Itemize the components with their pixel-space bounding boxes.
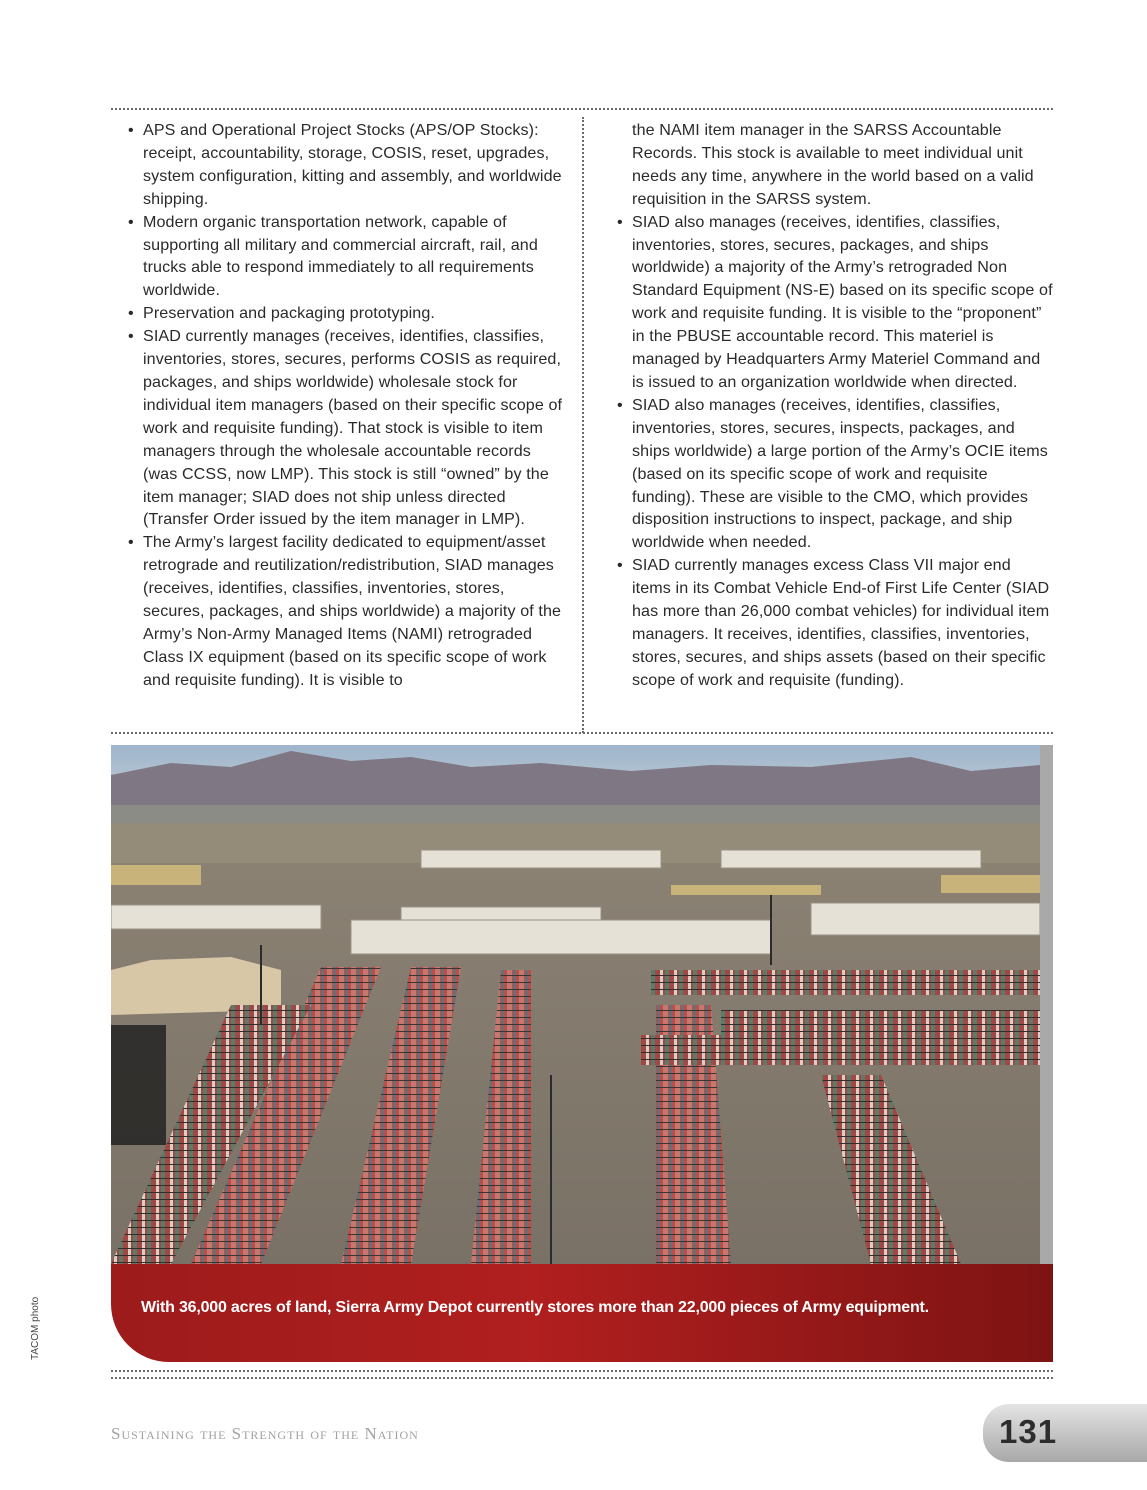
photo-credit: TACOM photo bbox=[30, 1296, 41, 1360]
list-item: • Preservation and packaging prototyping. bbox=[128, 302, 568, 325]
continued-paragraph: the NAMI item manager in the SARSS Accountable Records. This stock is available to meet individual unit needs any time, anywhere in the world based on a valid requisition in the SARSS system. bbox=[632, 121, 1034, 208]
list-item: • SIAD also manages (receives, identifies, classifies, inventories, stores, secures, inspects, packages, and ships worldwide) a large portion of the Army’s OCIE items (based on its specific scope of work and requisite funding). These are visible to the CMO, which provides disposition instructions to inspect, package, and ship worldwide when needed. bbox=[617, 395, 1048, 552]
bullet-glyph: • bbox=[617, 556, 623, 575]
bullet-glyph: • bbox=[617, 212, 623, 231]
bullet-glyph: • bbox=[617, 395, 623, 414]
list-item: • SIAD currently manages excess Class VII major end items in its Combat Vehicle End-of First Life Center (SIAD has more than 26,000 combat vehicles) for individual item managers. It receives, identifies, classifies, inventories, stores, secures, and ships assets (based on their specific scope of work and requisite (funding). bbox=[617, 556, 1050, 689]
bullet-glyph: • bbox=[128, 304, 134, 323]
right-text-column bbox=[617, 119, 1053, 692]
mid-dotted-rule bbox=[111, 732, 1053, 734]
bullet-glyph: • bbox=[128, 327, 134, 346]
list-item: • SIAD currently manages (receives, identifies, classifies, inventories, stores, secures, performs COSIS as required, packages, and ships worldwide) wholesale stock for individual item managers (based on their specific scope of work and requisite funding). That stock is visible to item managers through the wholesale accountable records (was CCSS, now LMP). This stock is still “owned” by the item manager; SIAD does not ship unless directed (Transfer Order issued by the item manager in LMP). bbox=[128, 327, 563, 529]
top-dotted-rule bbox=[111, 108, 1053, 110]
column-divider bbox=[582, 117, 584, 733]
bullet-glyph: • bbox=[128, 212, 134, 231]
photo-edge-strip bbox=[1040, 745, 1053, 1264]
list-item: • SIAD also manages (receives, identifies, classifies, inventories, stores, secures, packages, and ships worldwide) a majority of the Army’s retrograded Non Standard Equipment (NS-E) based on its specific scope of work and requisite funding. It is visible to the “proponent” in the PBUSE accountable record. This materiel is managed by Headquarters Army Materiel Command and is issued to an organization worldwide when directed. bbox=[617, 212, 1053, 391]
photo-caption-box bbox=[111, 1264, 1053, 1362]
left-bullet-list bbox=[128, 119, 568, 692]
list-item: • APS and Operational Project Stocks (APS/OP Stocks): receipt, accountability, storage, COSIS, reset, upgrades, system configuration, kitting and assembly, and worldwide shipping. bbox=[128, 121, 562, 208]
bottom-dotted-rule-1 bbox=[111, 1370, 1053, 1372]
list-item: • Modern organic transportation network, capable of supporting all military and commercial aircraft, rail, and trucks able to respond immediately to all requirements worldwide. bbox=[128, 212, 538, 300]
left-text-column bbox=[128, 119, 568, 692]
bullet-glyph: • bbox=[128, 121, 134, 139]
photo-caption: With 36,000 acres of land, Sierra Army Depot currently stores more than 22,000 pieces of Army equipment. bbox=[141, 1299, 929, 1316]
right-bullet-list bbox=[617, 211, 1053, 692]
depot-aerial-photo bbox=[111, 745, 1040, 1264]
bullet-glyph: • bbox=[128, 533, 134, 552]
running-footer-title: Sustaining the Strength of the Nation bbox=[111, 1424, 419, 1443]
bottom-dotted-rule-2 bbox=[111, 1377, 1053, 1379]
page-number-tab bbox=[983, 1404, 1147, 1462]
page-number: 131 bbox=[999, 1413, 1058, 1450]
list-item: • The Army’s largest facility dedicated to equipment/asset retrograde and reutilization/redistribution, SIAD manages (receives, identifies, classifies, inventories, stores, secures, packages, and ships worldwide) a majority of the Army’s Non-Army Managed Items (NAMI) retrograded Class IX equipment (based on its specific scope of work and requisite funding). It is visible to bbox=[128, 533, 562, 689]
